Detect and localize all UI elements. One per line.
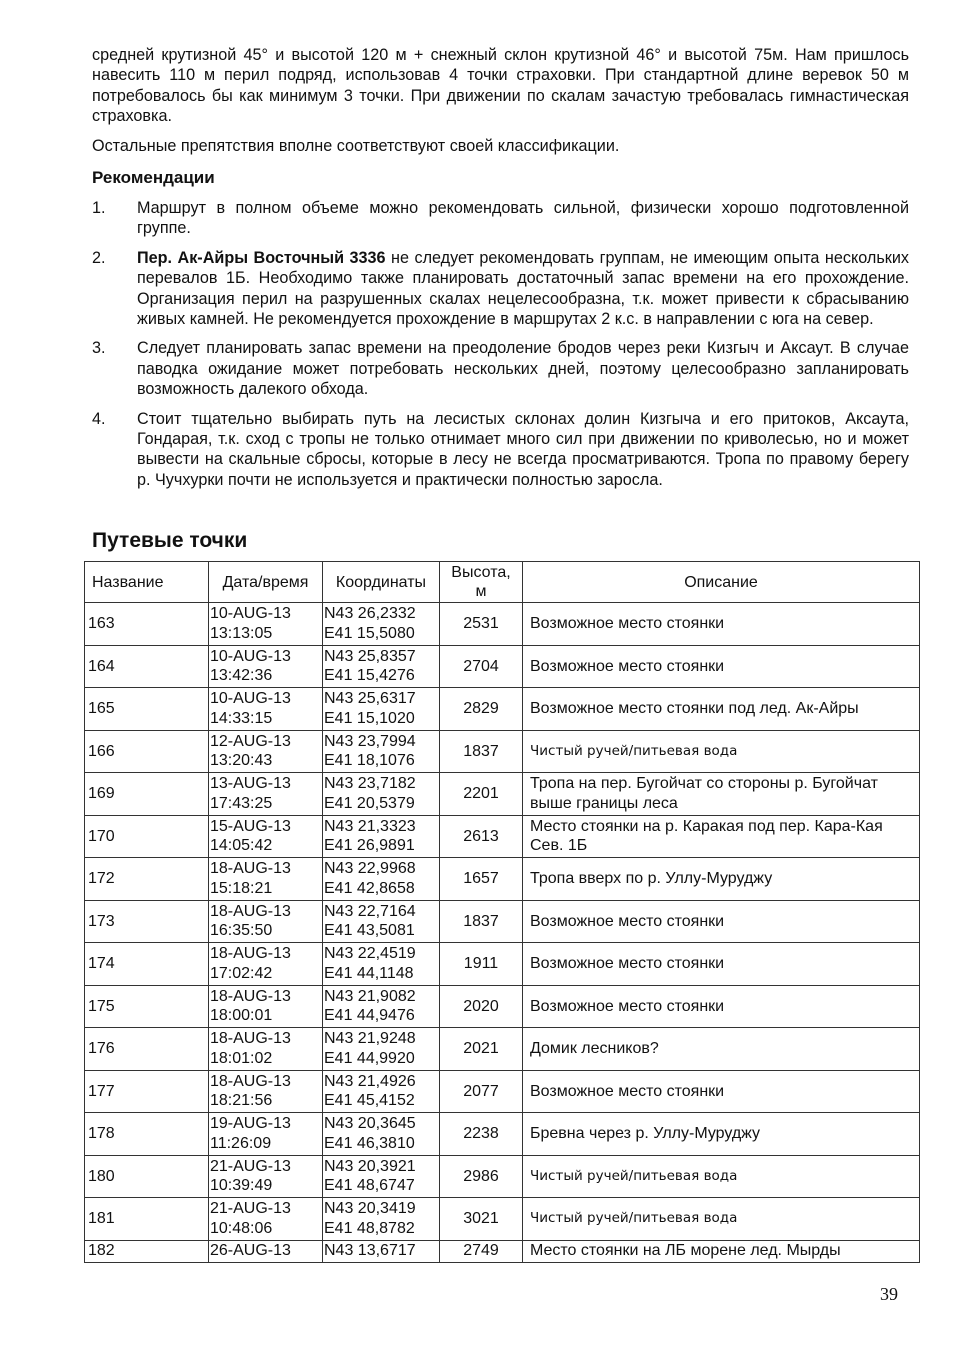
cell-name: 181: [85, 1198, 209, 1241]
recommendation-text: Маршрут в полном объеме можно рекомендовать сильной, физически хорошо подготовленной группе.: [137, 199, 909, 238]
cell-datetime: [209, 985, 323, 1028]
recommendation-number: 4.: [92, 409, 106, 428]
cell-time: 11:26:09: [210, 1134, 272, 1152]
cell-latitude: N43 22,9968: [324, 860, 416, 878]
cell-altitude: 2829: [440, 688, 523, 731]
recommendations-heading: Рекомендации: [92, 168, 215, 187]
cell-latitude: N43 23,7994: [324, 732, 416, 750]
table-row: [85, 1028, 920, 1071]
cell-datetime: [209, 1070, 323, 1113]
cell-time: 13:42:36: [210, 667, 273, 685]
cell-name: 173: [85, 900, 209, 943]
cell-datetime: [209, 943, 323, 986]
cell-name: 177: [85, 1070, 209, 1113]
cell-latitude: N43 25,8357: [324, 647, 416, 665]
cell-datetime: [209, 773, 323, 816]
cell-date: 13-AUG-13: [210, 775, 291, 793]
cell-date: 18-AUG-13: [210, 860, 291, 878]
cell-datetime: [209, 1113, 323, 1156]
cell-date: 18-AUG-13: [210, 987, 291, 1005]
column-header-description: Описание: [523, 562, 920, 603]
table-row: [85, 773, 920, 816]
table-row: [85, 943, 920, 986]
cell-latitude: N43 22,7164: [324, 902, 416, 920]
table-row: [85, 900, 920, 943]
cell-latitude: N43 26,2332: [324, 605, 416, 623]
cell-altitude: 2238: [440, 1113, 523, 1156]
cell-coordinates: [323, 1240, 440, 1262]
body-paragraph: средней крутизной 45° и высотой 120 м + снежный склон крутизной 46° и высотой 75м. Нам пришлось навесить 110 м перил подряд, использовав 4 точки страховки. При стандартной длине веревок 50 м потребовалось бы как минимум 3 точки. При движении по скалам зачастую требовалась гимнастическая страховка.: [92, 46, 909, 126]
cell-time: 14:05:42: [210, 837, 273, 855]
recommendation-item: [92, 409, 909, 491]
cell-name: 174: [85, 943, 209, 986]
cell-latitude: N43 20,3645: [324, 1115, 416, 1133]
cell-description: Домик лесников?: [523, 1028, 920, 1071]
cell-altitude: 2531: [440, 603, 523, 646]
cell-latitude: N43 21,4926: [324, 1072, 416, 1090]
cell-date: 18-AUG-13: [210, 945, 291, 963]
cell-coordinates: [323, 858, 440, 901]
table-row: [85, 1240, 920, 1262]
cell-coordinates: [323, 1070, 440, 1113]
cell-latitude: N43 22,4519: [324, 945, 416, 963]
cell-date: 21-AUG-13: [210, 1157, 291, 1175]
table-row: [85, 1070, 920, 1113]
cell-datetime: [209, 1155, 323, 1198]
cell-name: 164: [85, 645, 209, 688]
cell-description: Тропа вверх по р. Уллу-Муруджу: [523, 858, 920, 901]
cell-coordinates: [323, 1155, 440, 1198]
cell-description: Возможное место стоянки: [523, 900, 920, 943]
cell-coordinates: [323, 943, 440, 986]
cell-description: Чистый ручей/питьевая вода: [523, 730, 920, 773]
cell-coordinates: [323, 688, 440, 731]
cell-time: 17:02:42: [210, 964, 273, 982]
recommendation-item: [92, 338, 909, 399]
cell-datetime: [209, 1240, 323, 1262]
cell-coordinates: [323, 985, 440, 1028]
column-header-name: Название: [85, 562, 209, 603]
column-header-datetime: Дата/время: [209, 562, 323, 603]
column-header-altitude: Высота, м: [440, 562, 523, 603]
cell-longitude: E41 15,5080: [324, 624, 415, 642]
cell-latitude: N43 21,3323: [324, 817, 416, 835]
recommendation-item: [92, 198, 909, 239]
cell-date: 10-AUG-13: [210, 647, 291, 665]
cell-coordinates: [323, 645, 440, 688]
cell-time: 10:48:06: [210, 1219, 273, 1237]
table-row: [85, 730, 920, 773]
cell-description: Бревна через р. Уллу-Муруджу: [523, 1113, 920, 1156]
cell-coordinates: [323, 603, 440, 646]
cell-description: Чистый ручей/питьевая вода: [523, 1155, 920, 1198]
waypoints-table: [84, 561, 920, 1263]
cell-date: 10-AUG-13: [210, 690, 291, 708]
cell-datetime: [209, 730, 323, 773]
cell-description: Возможное место стоянки: [523, 1070, 920, 1113]
cell-date: 21-AUG-13: [210, 1200, 291, 1218]
cell-time: 13:20:43: [210, 752, 273, 770]
cell-latitude: N43 20,3921: [324, 1157, 416, 1175]
cell-altitude: 2020: [440, 985, 523, 1028]
cell-latitude: N43 13,6717: [324, 1242, 416, 1260]
cell-longitude: E41 45,4152: [324, 1092, 415, 1110]
cell-latitude: N43 21,9248: [324, 1030, 416, 1048]
recommendations-list: [92, 198, 909, 499]
cell-latitude: N43 23,7182: [324, 775, 416, 793]
cell-latitude: N43 25,6317: [324, 690, 416, 708]
cell-altitude: 1657: [440, 858, 523, 901]
table-row: [85, 688, 920, 731]
cell-coordinates: [323, 773, 440, 816]
recommendation-emphasis: Пер. Ак-Айры Восточный 3336: [137, 248, 386, 267]
table-row: [85, 815, 920, 858]
cell-datetime: [209, 1028, 323, 1071]
cell-longitude: E41 20,5379: [324, 794, 415, 812]
body-paragraph: Остальные препятствия вполне соответствуют своей классификации.: [92, 137, 620, 155]
cell-description: Тропа на пер. Бугойчат со стороны р. Бугойчат выше границы леса: [523, 773, 920, 816]
table-row: [85, 985, 920, 1028]
cell-datetime: [209, 688, 323, 731]
cell-name: 166: [85, 730, 209, 773]
cell-coordinates: [323, 1028, 440, 1071]
cell-longitude: E41 44,9920: [324, 1049, 415, 1067]
cell-time: 15:18:21: [210, 879, 273, 897]
cell-name: 182: [85, 1240, 209, 1262]
waypoints-table-body: [85, 603, 920, 1263]
cell-date: 19-AUG-13: [210, 1115, 291, 1133]
cell-altitude: 2986: [440, 1155, 523, 1198]
cell-time: 18:01:02: [210, 1049, 273, 1067]
table-row: [85, 603, 920, 646]
cell-name: 180: [85, 1155, 209, 1198]
cell-time: 10:39:49: [210, 1177, 273, 1195]
cell-coordinates: [323, 1113, 440, 1156]
table-header-row: [85, 562, 920, 603]
cell-coordinates: [323, 815, 440, 858]
cell-description: Возможное место стоянки: [523, 603, 920, 646]
cell-coordinates: [323, 730, 440, 773]
cell-description: Возможное место стоянки: [523, 943, 920, 986]
cell-altitude: 1911: [440, 943, 523, 986]
cell-altitude: 2077: [440, 1070, 523, 1113]
recommendation-text: Следует планировать запас времени на преодоление бродов через реки Кизгыч и Аксаут. В случае паводка ожидание может потребовать нескольких дней, поэтому целесообразно запланировать возможность далекого обхода.: [137, 339, 909, 399]
cell-name: 175: [85, 985, 209, 1028]
cell-altitude: 2021: [440, 1028, 523, 1071]
cell-datetime: [209, 858, 323, 901]
page-number: 39: [880, 1284, 898, 1304]
cell-time: 13:13:05: [210, 624, 273, 642]
cell-date: 10-AUG-13: [210, 605, 291, 623]
cell-date: 18-AUG-13: [210, 1030, 291, 1048]
cell-date: 26-AUG-13: [210, 1242, 291, 1260]
cell-altitude: 2704: [440, 645, 523, 688]
cell-datetime: [209, 603, 323, 646]
cell-description: Возможное место стоянки под лед. Ак-Айры: [523, 688, 920, 731]
cell-longitude: E41 42,8658: [324, 879, 415, 897]
cell-longitude: E41 48,8782: [324, 1219, 415, 1237]
cell-altitude: 2749: [440, 1240, 523, 1262]
cell-altitude: 1837: [440, 900, 523, 943]
cell-longitude: E41 44,9476: [324, 1007, 415, 1025]
table-row: [85, 1155, 920, 1198]
cell-name: 176: [85, 1028, 209, 1071]
cell-altitude: 3021: [440, 1198, 523, 1241]
cell-description: Возможное место стоянки: [523, 985, 920, 1028]
cell-time: 17:43:25: [210, 794, 273, 812]
cell-date: 18-AUG-13: [210, 902, 291, 920]
cell-longitude: E41 26,9891: [324, 837, 415, 855]
table-row: [85, 858, 920, 901]
cell-name: 165: [85, 688, 209, 731]
cell-description: Возможное место стоянки: [523, 645, 920, 688]
cell-longitude: E41 15,4276: [324, 667, 415, 685]
cell-latitude: N43 21,9082: [324, 987, 416, 1005]
cell-datetime: [209, 815, 323, 858]
cell-coordinates: [323, 1198, 440, 1241]
cell-name: 172: [85, 858, 209, 901]
cell-longitude: E41 43,5081: [324, 922, 415, 940]
recommendation-number: 3.: [92, 339, 106, 358]
cell-name: 163: [85, 603, 209, 646]
cell-datetime: [209, 900, 323, 943]
cell-time: 18:00:01: [210, 1007, 273, 1025]
recommendation-text: Стоит тщательно выбирать путь на лесистых склонах долин Кизгыча и его притоков, Аксаута, Гондарая, т.к. сход с тропы не только отнимает много сил при движении по криволесью, но и может вывести на скальные сбросы, которые в лесу не всегда просматриваются. Тропа по правому берегу р. Чучхурки почти не используется и практически полностью заросла.: [137, 409, 909, 489]
column-header-coordinates: Координаты: [323, 562, 440, 603]
cell-datetime: [209, 1198, 323, 1241]
cell-name: 178: [85, 1113, 209, 1156]
cell-altitude: 2201: [440, 773, 523, 816]
cell-longitude: E41 18,1076: [324, 752, 415, 770]
waypoints-heading: Путевые точки: [92, 529, 248, 552]
cell-name: 170: [85, 815, 209, 858]
cell-longitude: E41 48,6747: [324, 1177, 415, 1195]
cell-datetime: [209, 645, 323, 688]
recommendation-item: [92, 248, 909, 330]
cell-description: Место стоянки на ЛБ морене лед. Мырды: [523, 1240, 920, 1262]
cell-altitude: 1837: [440, 730, 523, 773]
cell-name: 169: [85, 773, 209, 816]
recommendation-number: 2.: [92, 248, 106, 267]
cell-coordinates: [323, 900, 440, 943]
cell-date: 18-AUG-13: [210, 1072, 291, 1090]
recommendation-number: 1.: [92, 199, 106, 217]
table-row: [85, 1198, 920, 1241]
cell-description: Чистый ручей/питьевая вода: [523, 1198, 920, 1241]
cell-time: 16:35:50: [210, 922, 273, 940]
cell-description: Место стоянки на р. Каракая под пер. Кара-Кая Сев. 1Б: [523, 815, 920, 858]
table-row: [85, 1113, 920, 1156]
cell-date: 15-AUG-13: [210, 817, 291, 835]
table-row: [85, 645, 920, 688]
cell-date: 12-AUG-13: [210, 732, 291, 750]
cell-longitude: E41 15,1020: [324, 709, 415, 727]
cell-longitude: E41 46,3810: [324, 1134, 415, 1152]
cell-time: 18:21:56: [210, 1092, 273, 1110]
cell-time: 14:33:15: [210, 709, 273, 727]
cell-altitude: 2613: [440, 815, 523, 858]
cell-longitude: E41 44,1148: [324, 964, 414, 982]
cell-latitude: N43 20,3419: [324, 1200, 416, 1218]
recommendation-text: не следует рекомендовать группам, не имеющим опыта нескольких перевалов 1Б. Необходимо также планировать достаточный запас времени на его прохождение. Организация перил на разрушенных скалах нецелесообразна, т.к. может привести к сбрасыванию живых камней. Не рекомендуется прохождение в маршрутах 2 к.с. в направлении с юга на север.: [137, 248, 909, 329]
